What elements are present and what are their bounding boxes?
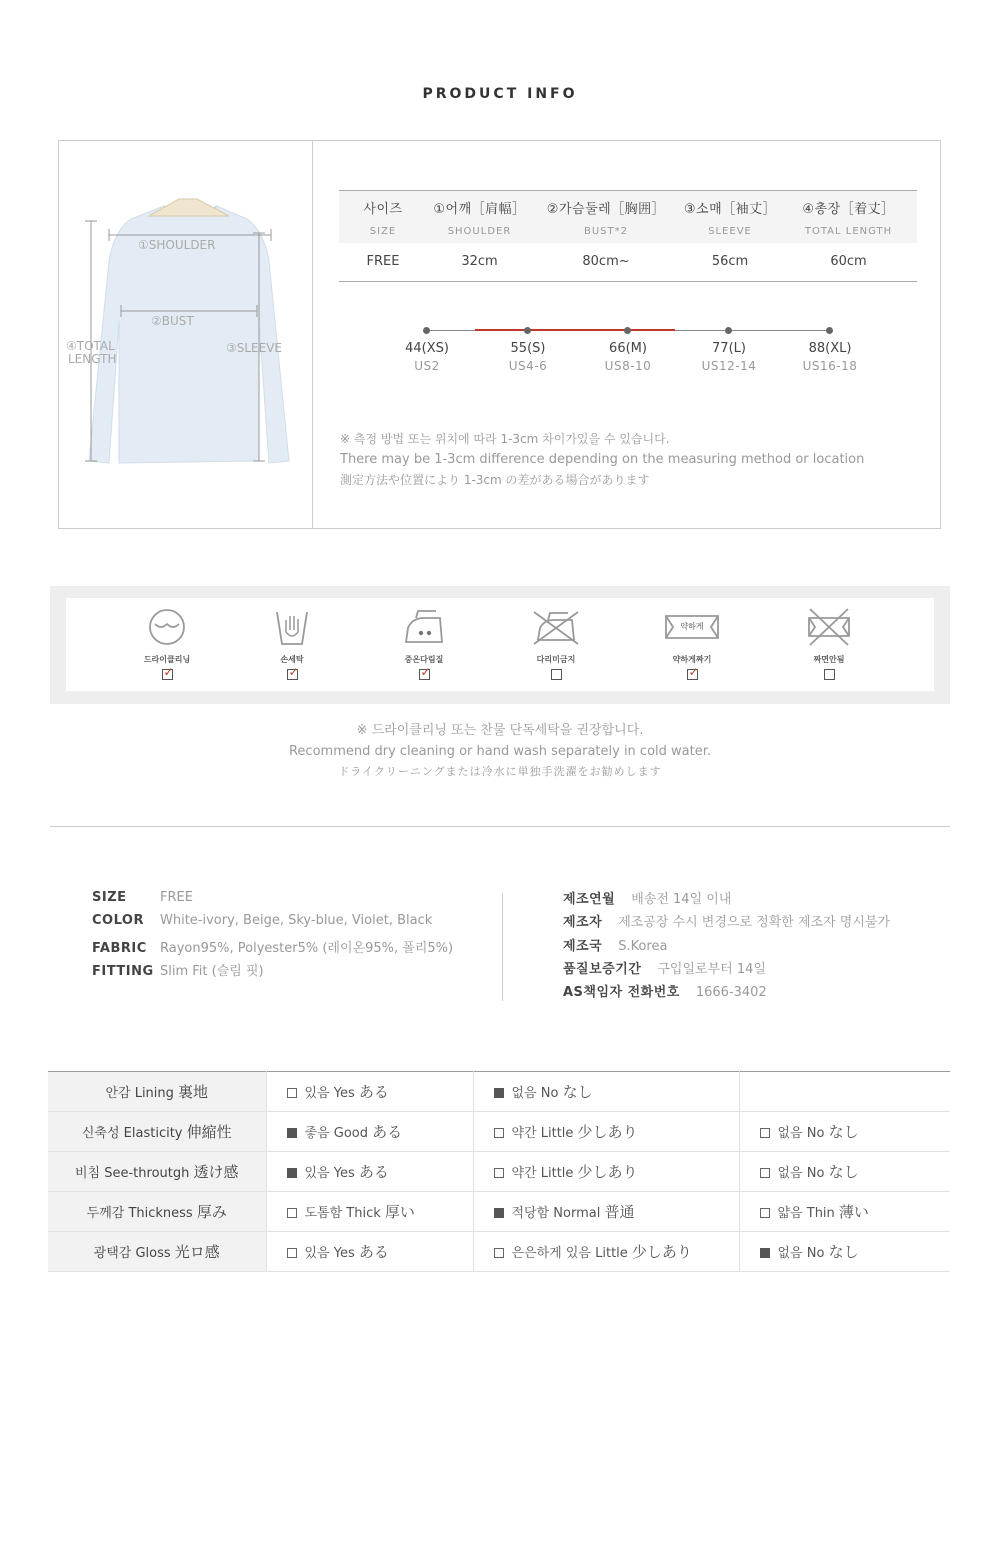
spec-fabric: FABRIC Rayon95%, Polyester5% (레이온95%, 폴리5%) xyxy=(92,940,454,956)
care-note-en: Recommend dry cleaning or hand wash separately in cold water. xyxy=(288,743,711,759)
option-checkbox[interactable] xyxy=(494,1088,504,1098)
hand-wash-icon xyxy=(272,606,312,648)
option-checkbox[interactable] xyxy=(760,1168,770,1178)
total-length-label-1: ④TOTAL xyxy=(66,339,115,353)
spec-divider xyxy=(502,893,503,1001)
option-checkbox[interactable] xyxy=(760,1208,770,1218)
option-cell: 얇음 Thin 薄い xyxy=(739,1192,950,1232)
dry-clean-icon xyxy=(147,606,187,648)
cell-sleeve: 56cm xyxy=(680,243,780,281)
scale-dot xyxy=(524,327,531,334)
scale-label-l: 77(L) US12-14 xyxy=(701,341,757,373)
care-checkbox[interactable] xyxy=(162,669,173,680)
size-table xyxy=(339,190,917,282)
row-header-see-through: 비침 See-throutgh 透け感 xyxy=(48,1152,266,1192)
svg-text:약하게: 약하게 xyxy=(680,622,704,631)
option-checkbox[interactable] xyxy=(760,1248,770,1258)
option-cell: 없음 No なし xyxy=(739,1232,950,1272)
no-iron-icon xyxy=(532,606,580,648)
care-checkbox[interactable] xyxy=(551,669,562,680)
scale-dot xyxy=(624,327,631,334)
note-jp: 測定方法や位置により 1-3cm の差がある場合があります xyxy=(340,473,650,487)
note-ko: ※ 측정 방법 또는 위치에 따라 1-3cm 차이가있을 수 있습니다. xyxy=(340,432,670,446)
header-size: 사이즈 SIZE xyxy=(339,191,427,244)
care-checkbox[interactable] xyxy=(824,669,835,680)
care-item-no-iron: 다리미금지 xyxy=(516,606,596,684)
cell-size: FREE xyxy=(339,243,427,281)
option-cell-empty xyxy=(739,1072,950,1112)
no-wring-icon xyxy=(804,606,854,648)
cell-shoulder: 32cm xyxy=(427,243,532,281)
option-cell: 있음 Yes ある xyxy=(266,1152,473,1192)
option-checkbox[interactable] xyxy=(494,1168,504,1178)
spec-color: COLOR White-ivory, Beige, Sky-blue, Violet, Black xyxy=(92,913,433,929)
care-section xyxy=(50,586,950,704)
header-sleeve: ③소매［袖丈］ SLEEVE xyxy=(680,191,780,244)
table-row xyxy=(48,1192,950,1232)
row-header-elasticity: 신축성 Elasticity 伸縮性 xyxy=(48,1112,266,1152)
row-header-lining: 안감 Lining 裏地 xyxy=(48,1072,266,1112)
spec-warranty: 품질보증기간 구입일로부터 14일 xyxy=(563,961,766,977)
care-notes xyxy=(0,721,1000,783)
option-cell: 도톰함 Thick 厚い xyxy=(266,1192,473,1232)
option-cell: 적당함 Normal 普通 xyxy=(473,1192,739,1232)
option-cell: 있음 Yes ある xyxy=(266,1072,473,1112)
cell-total-length: 60cm xyxy=(780,243,917,281)
care-item-hand-wash: 손세탁 ✓ xyxy=(252,606,332,684)
option-checkbox[interactable] xyxy=(287,1128,297,1138)
page-title: PRODUCT INFO xyxy=(422,86,578,102)
option-cell: 좋음 Good ある xyxy=(266,1112,473,1152)
spec-list-left xyxy=(92,890,453,983)
option-checkbox[interactable] xyxy=(494,1208,504,1218)
option-checkbox[interactable] xyxy=(287,1088,297,1098)
care-checkbox[interactable] xyxy=(287,669,298,680)
spec-manufacturer: 제조자 제조공장 수시 변경으로 정확한 제조자 명시불가 xyxy=(563,915,891,931)
measurement-notes xyxy=(340,429,864,491)
spec-as-phone: AS책임자 전화번호 1666-3402 xyxy=(563,985,767,1001)
fabric-properties-table xyxy=(48,1071,950,1272)
option-cell: 없음 No なし xyxy=(473,1072,739,1112)
header-bust: ②가슴둘레［胸囲］ BUST*2 xyxy=(532,191,680,244)
care-checkbox[interactable] xyxy=(419,669,430,680)
table-row xyxy=(48,1112,950,1152)
scale-dot xyxy=(826,327,833,334)
product-info-box xyxy=(58,140,941,529)
shoulder-label: ①SHOULDER xyxy=(138,238,216,252)
scale-highlight xyxy=(475,329,675,331)
table-row xyxy=(48,1152,950,1192)
shirt-image xyxy=(79,191,299,476)
care-note-ko: ※ 드라이클리닝 또는 찬물 단독세탁을 권장합니다. xyxy=(356,723,644,738)
option-checkbox[interactable] xyxy=(494,1248,504,1258)
care-item-dry-clean: 드라이클리닝 ✓ xyxy=(127,606,207,684)
option-checkbox[interactable] xyxy=(287,1248,297,1258)
option-cell: 약간 Little 少しあり xyxy=(473,1152,739,1192)
spec-size: SIZE FREE xyxy=(92,890,193,905)
row-header-thickness: 두께감 Thickness 厚み xyxy=(48,1192,266,1232)
option-checkbox[interactable] xyxy=(760,1128,770,1138)
sleeve-label: ③SLEEVE xyxy=(226,341,283,355)
option-cell: 있음 Yes ある xyxy=(266,1232,473,1272)
spec-list-right xyxy=(563,888,890,1004)
spec-country: 제조국 S.Korea xyxy=(563,938,668,954)
option-checkbox[interactable] xyxy=(287,1208,297,1218)
garment-diagram xyxy=(59,141,313,528)
size-scale xyxy=(389,325,859,385)
option-cell: 약간 Little 少しあり xyxy=(473,1112,739,1152)
table-row xyxy=(48,1232,950,1272)
size-table-header xyxy=(339,191,917,244)
table-row xyxy=(48,1072,950,1112)
cell-bust: 80cm~ xyxy=(532,243,680,281)
option-cell: 없음 No なし xyxy=(739,1152,950,1192)
header-shoulder: ①어깨［肩幅］ SHOULDER xyxy=(427,191,532,244)
option-checkbox[interactable] xyxy=(287,1168,297,1178)
scale-label-xs: 44(XS) US2 xyxy=(405,341,449,373)
care-note-jp: ドライクリーニングまたは冷水に単独手洗濯をお勧めします xyxy=(338,765,662,778)
spec-fitting: FITTING Slim Fit (슬림 핏) xyxy=(92,963,264,979)
row-header-gloss: 광택감 Gloss 光ロ感 xyxy=(48,1232,266,1272)
scale-dot xyxy=(725,327,732,334)
scale-label-s: 55(S) US4-6 xyxy=(508,341,548,373)
care-item-no-wring: 짜면안됨 xyxy=(789,606,869,684)
header-total-length: ④총장［着丈］ TOTAL LENGTH xyxy=(780,191,917,244)
option-cell: 없음 No なし xyxy=(739,1112,950,1152)
iron-icon xyxy=(402,606,446,648)
care-item-gentle-wring: 약하게 약하게짜기 ✓ xyxy=(652,606,732,684)
care-checkbox[interactable] xyxy=(687,669,698,680)
care-item-iron: 중온다림질 ✓ xyxy=(384,606,464,684)
gentle-wring-icon xyxy=(663,606,721,648)
total-length-label-2: LENGTH xyxy=(68,352,117,366)
scale-label-xl: 88(XL) US16-18 xyxy=(802,341,858,373)
table-row xyxy=(339,243,917,281)
scale-label-m: 66(M) US8-10 xyxy=(604,341,652,373)
bust-label: ②BUST xyxy=(151,314,194,328)
scale-dot xyxy=(423,327,430,334)
divider xyxy=(50,826,950,827)
option-cell: 은은하게 있음 Little 少しあり xyxy=(473,1232,739,1272)
option-checkbox[interactable] xyxy=(494,1128,504,1138)
note-en: There may be 1-3cm difference depending on the measuring method or location xyxy=(340,451,865,467)
spec-manufacture-date: 제조연월 배송전 14일 이내 xyxy=(563,892,732,907)
